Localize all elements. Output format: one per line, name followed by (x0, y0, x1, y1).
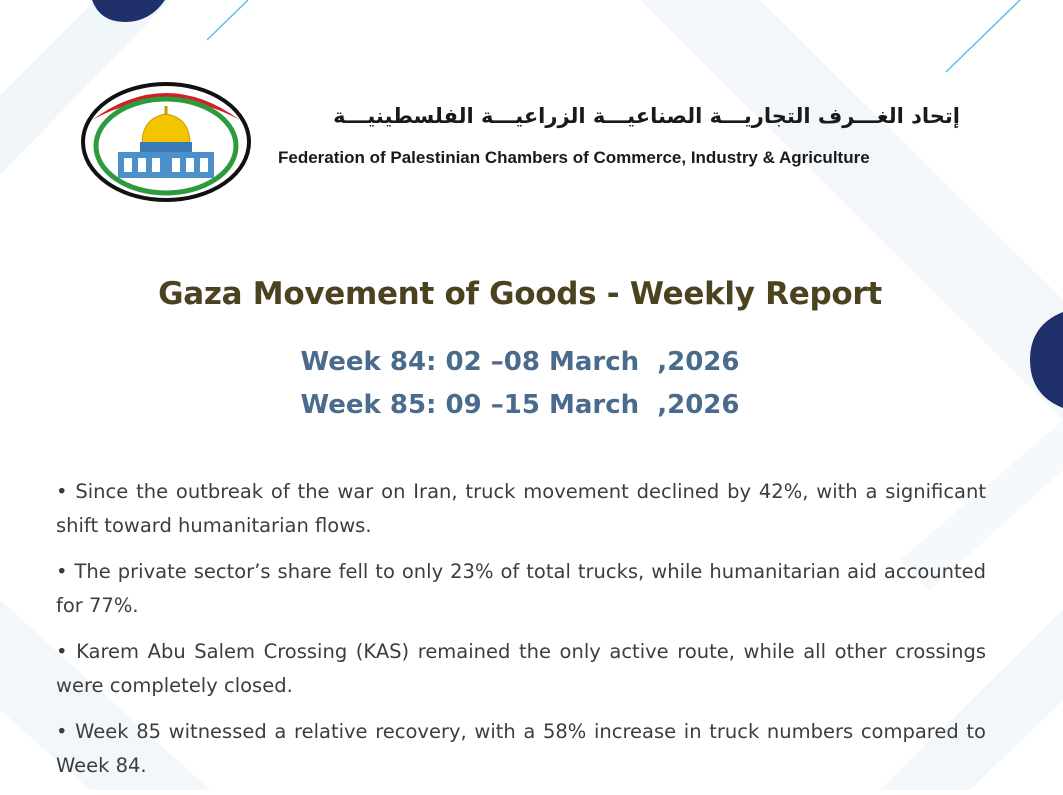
list-item: • The private sector’s share fell to only 23% of total trucks, while humanitarian aid accounted for 77%. (56, 560, 986, 617)
arabic-organization-name: إتحاد الغـــرف التجاريـــة الصناعيـــة الزراعيـــة الفلسطينيـــة (333, 104, 960, 128)
report-title: Gaza Movement of Goods - Weekly Report (158, 276, 882, 312)
organization-header (80, 78, 980, 208)
list-item: • Since the outbreak of the war on Iran, truck movement declined by 42%, with a significant shift toward humanitarian flows. (56, 480, 986, 537)
week-85-range: Week 85: 09 –15 March ,2026 (300, 390, 740, 420)
list-item: • Karem Abu Salem Crossing (KAS) remained the only active route, while all other crossings were completely closed. (56, 640, 986, 697)
key-findings-list (56, 475, 986, 795)
list-item: • Week 85 witnessed a relative recovery, with a 58% increase in truck numbers compared to Week 84. (56, 720, 986, 777)
english-organization-name: Federation of Palestinian Chambers of Commerce, Industry & Agriculture (278, 148, 870, 167)
al-aqsa-dome-logo-icon (80, 78, 252, 203)
week-84-range: Week 84: 02 –08 March ,2026 (300, 347, 740, 377)
